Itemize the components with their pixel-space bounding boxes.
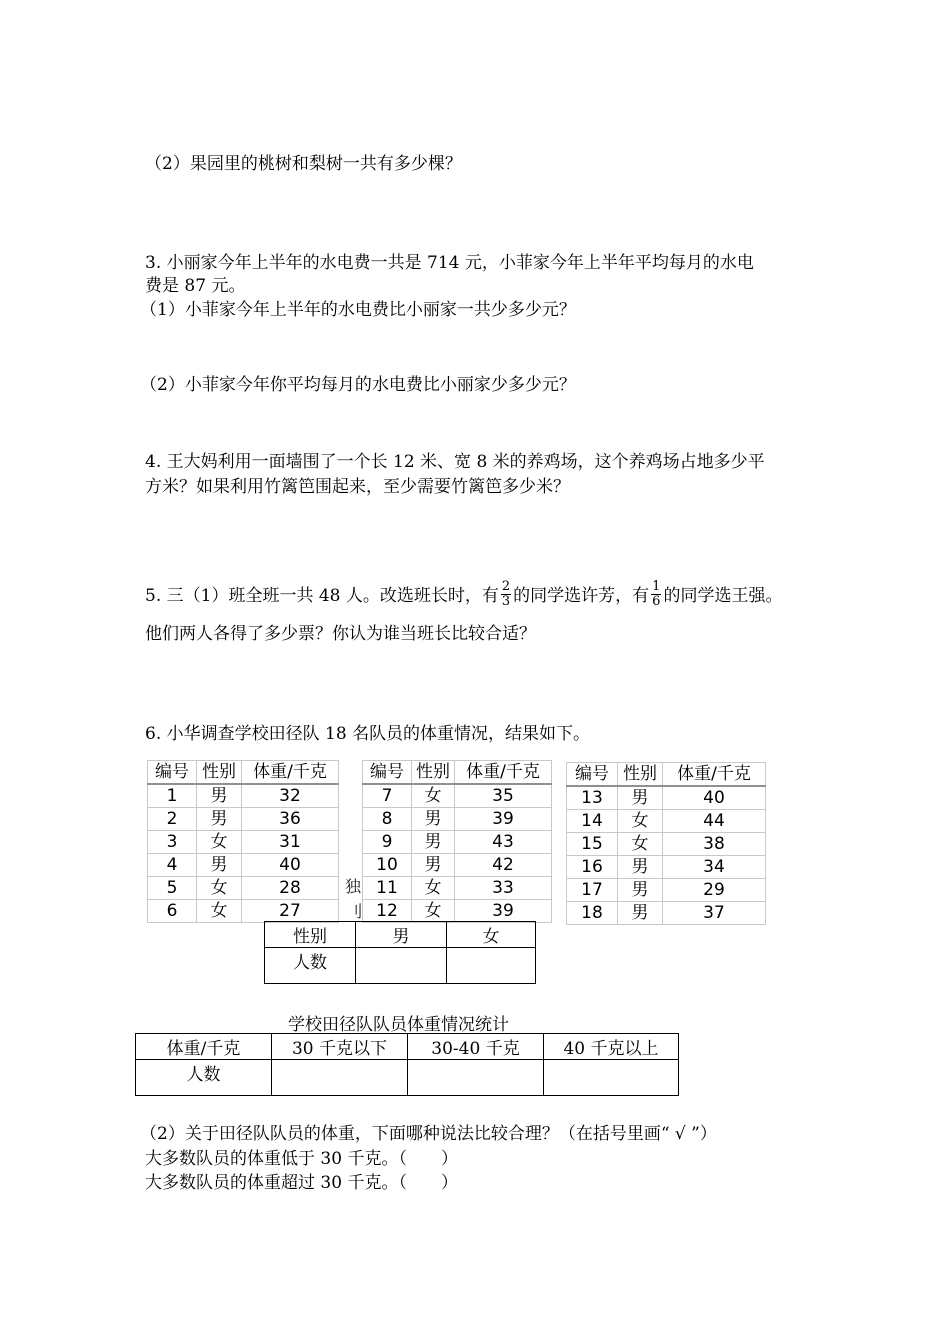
count-row-label: 人数 [265, 948, 356, 984]
player-weight: 32 [242, 784, 339, 808]
q6-option1[interactable]: 大多数队员的体重低于 30 千克。（ ） [145, 1149, 458, 1169]
player-id: 6 [148, 900, 197, 923]
weight-header: 体重/千克 [136, 1034, 272, 1060]
count-row-label: 人数 [136, 1060, 272, 1096]
player-id: 13 [567, 786, 618, 810]
header-weight: 体重/千克 [242, 761, 339, 785]
q5-text-pre: 5. 三（1）班全班一共 48 人。改选班长时，有 [145, 586, 499, 606]
player-gender: 男 [412, 808, 455, 831]
q5-text-post: 的同学选王强。 [663, 586, 783, 606]
player-id: 11 [363, 877, 412, 900]
q5-line2: 他们两人各得了多少票？你认为谁当班长比较合适？ [145, 624, 536, 644]
q3-part2: （2）小菲家今年你平均每月的水电费比小丽家少多少元？ [140, 375, 576, 395]
fraction-one-sixth [651, 580, 661, 609]
header-gender: 性别 [412, 761, 455, 785]
player-gender: 男 [618, 902, 663, 925]
player-id: 15 [567, 833, 618, 856]
table-row [363, 900, 552, 923]
q5-line1 [145, 579, 783, 611]
q3-line2: 费是 87 元。 [145, 276, 246, 296]
female-count-cell[interactable] [447, 948, 536, 984]
q4-line1: 4. 王大妈利用一面墙围了一个长 12 米、宽 8 米的养鸡场，这个养鸡场占地多少平 [145, 452, 765, 472]
q3-part1: （1）小菲家今年上半年的水电费比小丽家一共少多少元？ [140, 300, 576, 320]
roster-table-3 [566, 762, 766, 925]
q6-option2[interactable]: 大多数队员的体重超过 30 千克。（ ） [145, 1173, 458, 1193]
30-40-count-cell[interactable] [408, 1060, 544, 1096]
table-row [567, 833, 766, 856]
player-gender: 男 [412, 854, 455, 877]
player-id: 9 [363, 831, 412, 854]
player-id: 8 [363, 808, 412, 831]
player-weight: 39 [455, 900, 552, 923]
player-gender: 男 [197, 784, 242, 808]
fraction-denominator: 6 [652, 594, 661, 609]
above-40-header: 40 千克以上 [544, 1034, 679, 1060]
player-gender: 女 [618, 810, 663, 833]
roster-table-1 [147, 760, 339, 923]
ghost-glyph: 刂 [347, 902, 364, 921]
player-id: 14 [567, 810, 618, 833]
q6-intro: 6. 小华调查学校田径队 18 名队员的体重情况，结果如下。 [145, 724, 591, 744]
table-row [363, 784, 552, 808]
player-gender: 女 [412, 784, 455, 808]
player-gender: 女 [618, 833, 663, 856]
q5-text-mid: 的同学选许芳，有 [513, 586, 650, 606]
table-row [148, 877, 339, 900]
player-gender: 男 [618, 786, 663, 810]
table-row [148, 854, 339, 877]
roster-table-2 [362, 760, 552, 923]
player-id: 2 [148, 808, 197, 831]
q3-line1: 3. 小丽家今年上半年的水电费一共是 714 元，小菲家今年上半年平均每月的水电 [145, 253, 754, 273]
player-weight: 34 [663, 856, 766, 879]
player-gender: 女 [412, 900, 455, 923]
q4-line2: 方米？如果利用竹篱笆围起来，至少需要竹篱笆多少米？ [145, 477, 570, 497]
player-weight: 43 [455, 831, 552, 854]
player-id: 3 [148, 831, 197, 854]
table-row [567, 786, 766, 810]
table-row [567, 810, 766, 833]
header-gender: 性别 [197, 761, 242, 785]
table-row [567, 902, 766, 925]
player-weight: 35 [455, 784, 552, 808]
player-id: 16 [567, 856, 618, 879]
player-gender: 女 [197, 877, 242, 900]
header-id: 编号 [148, 761, 197, 785]
q6-part2: （2）关于田径队队员的体重，下面哪种说法比较合理？（在括号里画“ √ ”） [140, 1124, 717, 1144]
header-weight: 体重/千克 [663, 763, 766, 787]
player-weight: 40 [663, 786, 766, 810]
q2-part2: （2）果园里的桃树和梨树一共有多少棵？ [145, 154, 462, 174]
player-gender: 男 [197, 854, 242, 877]
player-id: 1 [148, 784, 197, 808]
female-header: 女 [447, 922, 536, 948]
weight-stats-table [135, 1033, 679, 1096]
player-weight: 38 [663, 833, 766, 856]
player-id: 18 [567, 902, 618, 925]
player-id: 5 [148, 877, 197, 900]
below-30-header: 30 千克以下 [272, 1034, 408, 1060]
header-weight: 体重/千克 [455, 761, 552, 785]
below-30-count-cell[interactable] [272, 1060, 408, 1096]
player-weight: 33 [455, 877, 552, 900]
player-weight: 39 [455, 808, 552, 831]
player-weight: 29 [663, 879, 766, 902]
player-weight: 36 [242, 808, 339, 831]
gender-count-table [264, 921, 536, 984]
player-id: 7 [363, 784, 412, 808]
table-row [148, 808, 339, 831]
table-row [148, 784, 339, 808]
player-weight: 40 [242, 854, 339, 877]
player-weight: 28 [242, 877, 339, 900]
table-row [363, 831, 552, 854]
table-row [363, 877, 552, 900]
player-weight: 27 [242, 900, 339, 923]
player-gender: 男 [618, 879, 663, 902]
table-row [567, 856, 766, 879]
male-count-cell[interactable] [356, 948, 447, 984]
table-row [363, 854, 552, 877]
player-id: 10 [363, 854, 412, 877]
header-id: 编号 [363, 761, 412, 785]
fraction-two-thirds [501, 580, 511, 609]
player-gender: 男 [618, 856, 663, 879]
player-gender: 女 [412, 877, 455, 900]
player-gender: 男 [197, 808, 242, 831]
header-gender: 性别 [618, 763, 663, 787]
above-40-count-cell[interactable] [544, 1060, 679, 1096]
player-gender: 女 [197, 900, 242, 923]
male-header: 男 [356, 922, 447, 948]
fraction-numerator: 1 [652, 579, 661, 594]
ghost-glyph: 独 [345, 877, 362, 896]
table-row [363, 808, 552, 831]
header-id: 编号 [567, 763, 618, 787]
table-row [148, 831, 339, 854]
player-id: 17 [567, 879, 618, 902]
table-row [567, 879, 766, 902]
player-gender: 女 [197, 831, 242, 854]
30-40-header: 30-40 千克 [408, 1034, 544, 1060]
player-weight: 44 [663, 810, 766, 833]
table-row [148, 900, 339, 923]
weight-table-title: 学校田径队队员体重情况统计 [288, 1015, 509, 1035]
player-gender: 男 [412, 831, 455, 854]
player-id: 12 [363, 900, 412, 923]
fraction-numerator: 2 [501, 579, 511, 594]
player-weight: 31 [242, 831, 339, 854]
player-id: 4 [148, 854, 197, 877]
player-weight: 37 [663, 902, 766, 925]
player-weight: 42 [455, 854, 552, 877]
gender-header: 性别 [265, 922, 356, 948]
fraction-denominator: 3 [501, 594, 511, 609]
